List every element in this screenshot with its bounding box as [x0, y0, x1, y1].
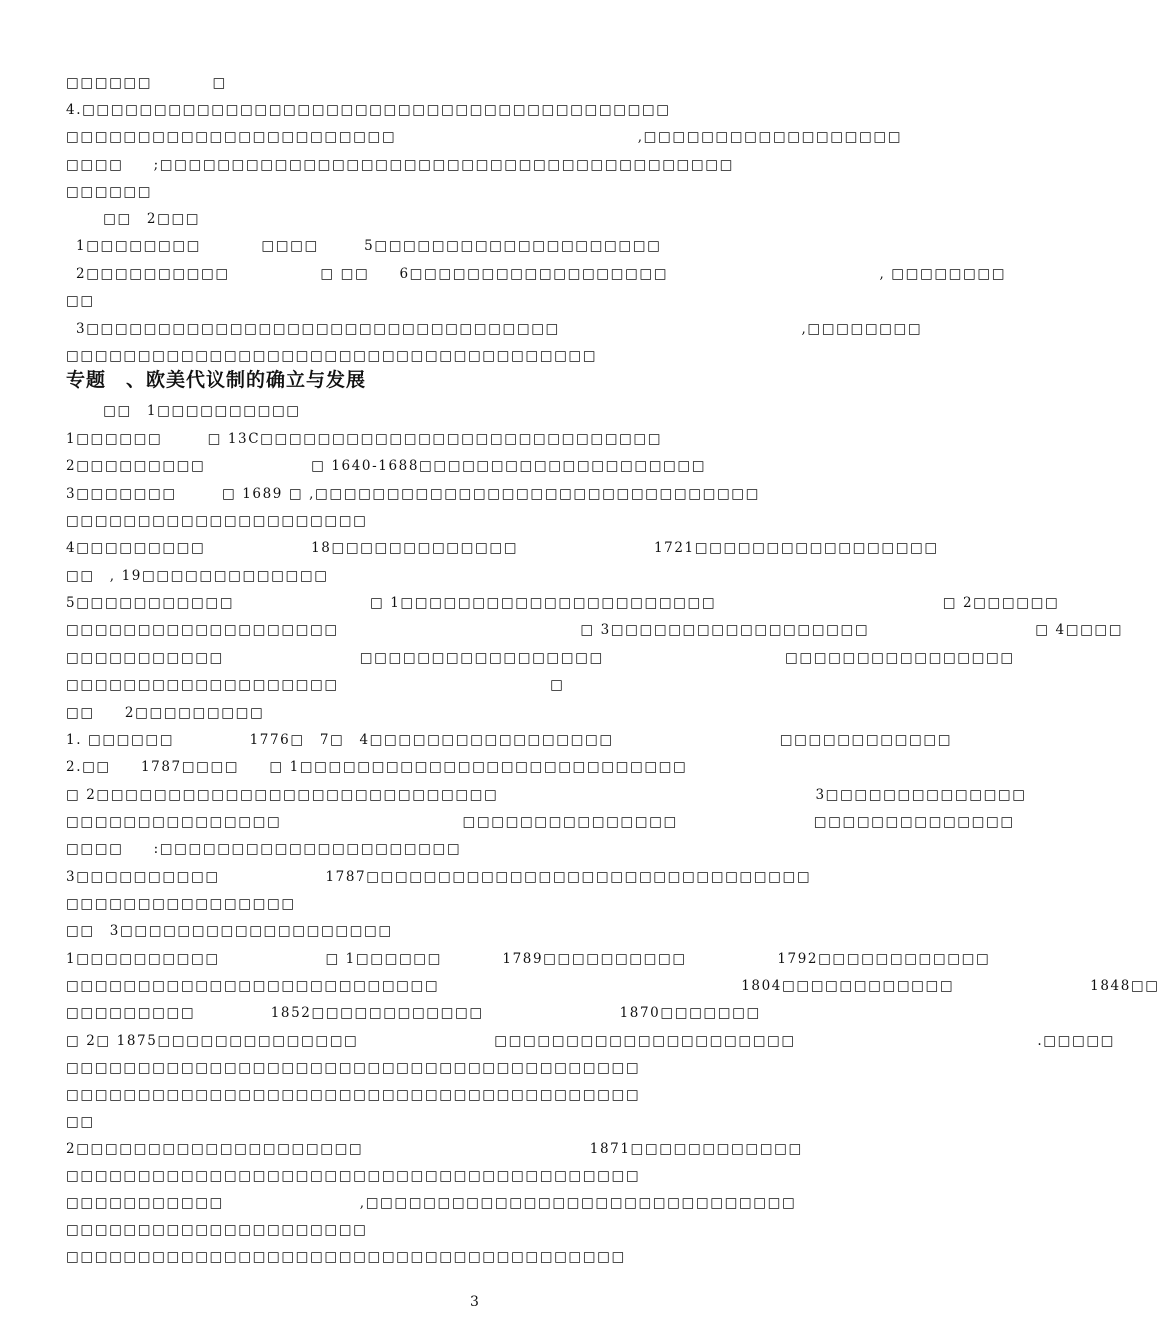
text-line: □□□□□□□□□□□ □□□□□□□□□□□□□□□□□ □□□□□□□□□□□□□□□□: [66, 650, 1015, 666]
text-line: □□□□□□□□□□□□□□□□□□□□□□□□□□□□□□□□□□□□□□□: [66, 1249, 626, 1265]
text-line: □□□□□□□□□□□□□□□ □□□□□□□□□□□□□□□ □□□□□□□□□□□□□□: [66, 814, 1015, 830]
text-line: □□: [66, 1114, 95, 1130]
topic-heading: 专题 、欧美代议制的确立与发展: [66, 369, 367, 391]
page-number: 3: [470, 1294, 479, 1310]
text-line: □□ , 19□□□□□□□□□□□□□: [66, 568, 329, 584]
text-line: 1. □□□□□□ 1776□ 7□ 4□□□□□□□□□□□□□□□□□ □□□□□□□□□□□□: [66, 732, 953, 748]
text-line: □□□□□□□□□□□□□□□□□□□□□□□ ,□□□□□□□□□□□□□□□□□□: [66, 129, 903, 145]
text-line: 4.□□□□□□□□□□□□□□□□□□□□□□□□□□□□□□□□□□□□□□□□□: [66, 102, 671, 118]
text-line: 1□□□□□□□□ □□□□ 5□□□□□□□□□□□□□□□□□□□□: [76, 238, 662, 254]
section-heading: □□ 2□□□: [88, 211, 201, 227]
text-line: □□□□□□□□□ 1852□□□□□□□□□□□□ 1870□□□□□□□: [66, 1005, 761, 1021]
text-line: 2□□□□□□□□□ □ 1640-1688□□□□□□□□□□□□□□□□□□□□: [66, 458, 707, 474]
text-line: □ 2□ 1875□□□□□□□□□□□□□□ □□□□□□□□□□□□□□□□□□□□□ .□□□□□: [66, 1033, 1116, 1049]
text-line: 1□□□□□□□□□□ □ 1□□□□□□ 1789□□□□□□□□□□ 1792□□□□□□□□□□□□: [66, 951, 991, 967]
text-line: □□□□□□□□□□□□□□□□□□□□□: [66, 1222, 368, 1238]
text-line: □□□□□□□□□□□□□□□□□□□ □: [66, 677, 565, 693]
text-line: 4□□□□□□□□□ 18□□□□□□□□□□□□□ 1721□□□□□□□□□□□□□□□□□: [66, 540, 939, 556]
text-line: □□□□□□□□□□□ ,□□□□□□□□□□□□□□□□□□□□□□□□□□□□□□: [66, 1195, 797, 1211]
text-line: □□□□□□□□□□□□□□□□: [66, 896, 296, 912]
text-line: □□: [66, 293, 95, 309]
text-line: □□□□ :□□□□□□□□□□□□□□□□□□□□□: [66, 841, 462, 857]
section-heading: □□ 1□□□□□□□□□□: [88, 403, 301, 419]
section-heading: □□ 2□□□□□□□□□: [66, 705, 265, 721]
text-line: □□□□□□□□□□□□□□□□□□□□□□□□□□□□□□□□□□□□□□□□: [66, 1087, 641, 1103]
text-line: □□□□□□□□□□□□□□□□□□□□□: [66, 513, 368, 529]
text-line: 5□□□□□□□□□□□ □ 1□□□□□□□□□□□□□□□□□□□□□□ □ 2□□□□□□: [66, 595, 1060, 611]
text-line: 3□□□□□□□ □ 1689 □ ,□□□□□□□□□□□□□□□□□□□□□□□□□□□□□□□: [66, 486, 761, 502]
text-line: 3□□□□□□□□□□ 1787□□□□□□□□□□□□□□□□□□□□□□□□□□□□□□□: [66, 869, 812, 885]
text-line: □□□□□□ □: [66, 75, 227, 91]
text-line: □□□□□□□□□□□□□□□□□□□ □ 3□□□□□□□□□□□□□□□□□□ □ 4□□□□: [66, 622, 1124, 638]
text-line: 2.□□ 1787□□□□ □ 1□□□□□□□□□□□□□□□□□□□□□□□□□□□: [66, 759, 688, 775]
section-heading: □□ 3□□□□□□□□□□□□□□□□□□□: [66, 923, 393, 939]
text-line: □□□□ ;□□□□□□□□□□□□□□□□□□□□□□□□□□□□□□□□□□□□□□□□: [66, 157, 734, 173]
text-line: 3□□□□□□□□□□□□□□□□□□□□□□□□□□□□□□□□□ ,□□□□□□□□: [76, 321, 923, 337]
text-line: 2□□□□□□□□□□ □ □□ 6□□□□□□□□□□□□□□□□□□ , □□□□□□□□: [76, 266, 1007, 282]
text-line: 2□□□□□□□□□□□□□□□□□□□□ 1871□□□□□□□□□□□□: [66, 1141, 803, 1157]
text-line: □ 2□□□□□□□□□□□□□□□□□□□□□□□□□□□□ 3□□□□□□□□□□□□□□: [66, 787, 1027, 803]
text-line: 1□□□□□□ □ 13C□□□□□□□□□□□□□□□□□□□□□□□□□□□□: [66, 431, 663, 447]
text-line: □□□□□□: [66, 184, 153, 200]
text-line: □□□□□□□□□□□□□□□□□□□□□□□□□□ 1804□□□□□□□□□□□□ 1848□□: [66, 978, 1160, 994]
text-line: □□□□□□□□□□□□□□□□□□□□□□□□□□□□□□□□□□□□□□□□: [66, 1060, 641, 1076]
text-line: □□□□□□□□□□□□□□□□□□□□□□□□□□□□□□□□□□□□□□□□: [66, 1168, 641, 1184]
text-line: □□□□□□□□□□□□□□□□□□□□□□□□□□□□□□□□□□□□□: [66, 348, 598, 364]
